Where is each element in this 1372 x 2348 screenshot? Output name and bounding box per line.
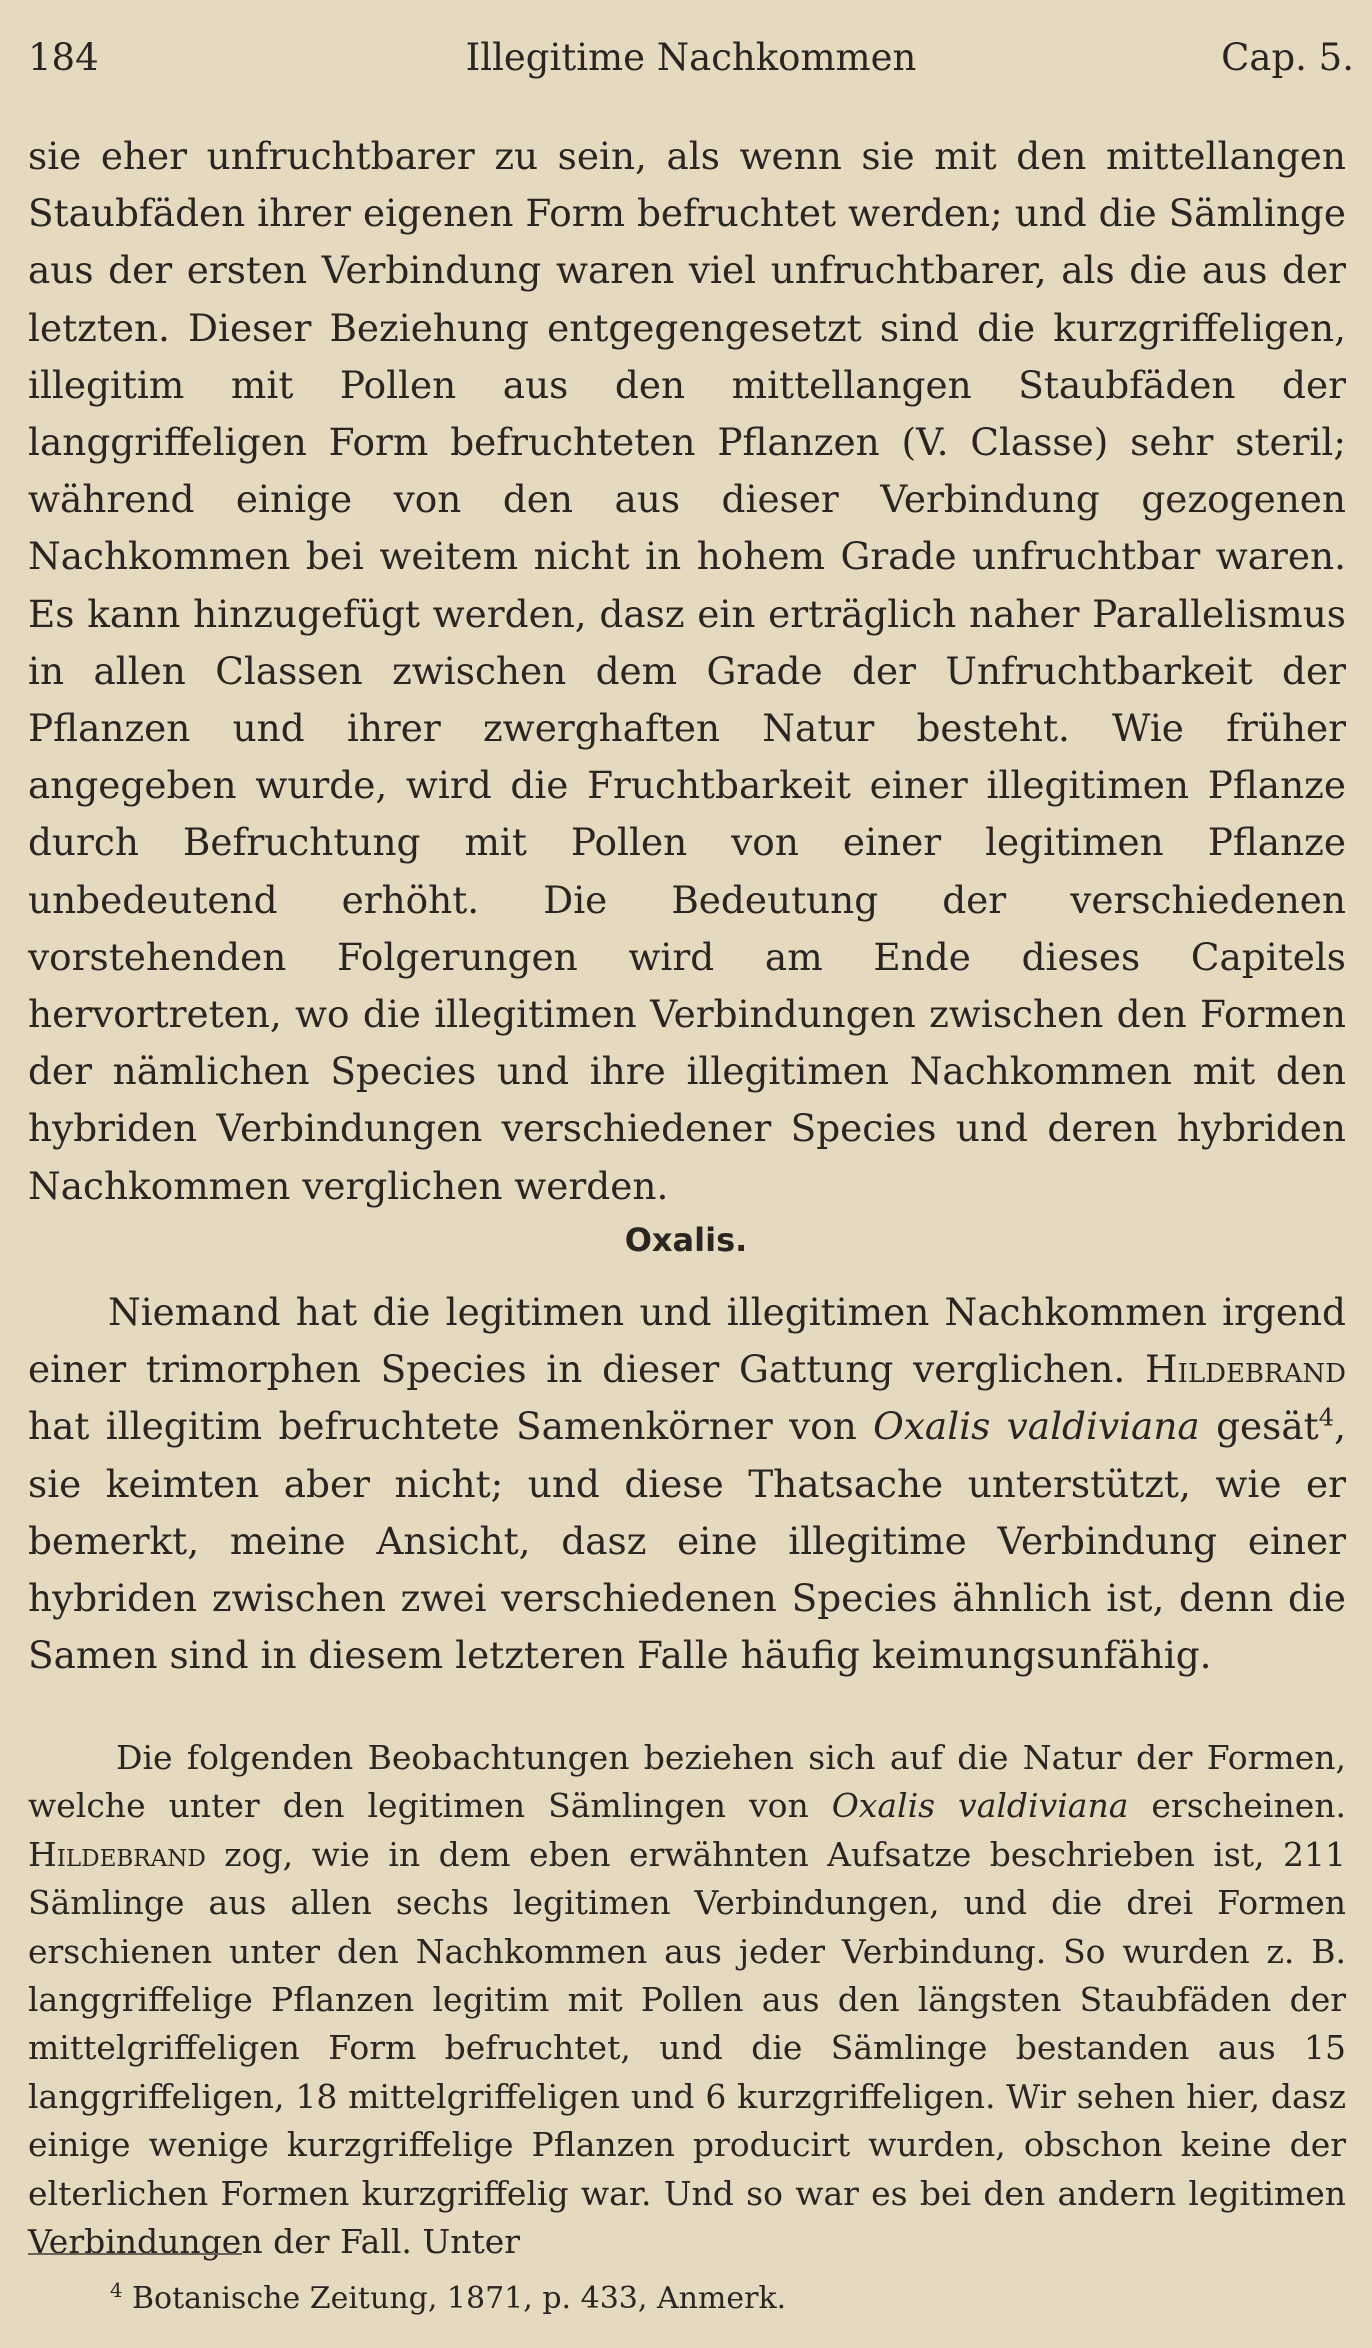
chapter-label: Cap. 5.	[1221, 36, 1354, 79]
paragraph-small-print	[28, 1734, 1346, 2266]
footnote-divider	[28, 2253, 242, 2255]
running-title: Illegitime Nachkommen	[465, 36, 917, 79]
text-run: hat illegitim befruchtete Samenkörner von	[28, 1404, 857, 1449]
text-run: Niemand hat die legitimen und illegitimen Nachkommen irgend einer trimorphen Species in dieser Gattung verglichen.	[28, 1290, 1346, 1392]
page-number: 184	[28, 36, 99, 79]
text-run: , sie keimten aber nicht; und diese Thatsache unterstützt, wie er bemerkt, meine Ansicht, dasz eine illegitime Verbindung einer hybriden zwischen zwei verschiedenen Species ähnlich ist, denn die Samen sind in diesem letzteren Falle häufig keimungsunfähig.	[28, 1404, 1347, 1678]
footnote	[110, 2276, 1310, 2322]
page-header	[28, 30, 1354, 86]
footnote-text: Botanische Zeitung, 1871, p. 433, Anmerk.	[131, 2281, 787, 2316]
text-run: erscheinen.	[1151, 1786, 1346, 1826]
text-run: zog, wie in dem eben erwähnten Aufsatze beschrieben ist, 211 Sämlinge aus allen sechs legitimen Verbindungen, und die drei Formen erschienen unter den Nachkommen aus jeder Verbindung. So wurden z. B. langgriffelige Pflanzen legitim mit Pollen aus den längsten Staubfäden der mittelgriffeligen Form befruchtet, und die Sämlinge bestanden aus 15 langgriffeligen, 18 mittelgriffeligen und 6 kurzgriffeligen. Wir sehen hier, dasz einige wenige kurzgriffelige Pflanzen producirt wurden, obschon keine der elterlichen Formen kurzgriffelig war. Und so war es bei den andern legitimen Verbindungen der Fall. Unter	[28, 1834, 1346, 2262]
species-name: Oxalis valdiviana	[831, 1786, 1129, 1826]
paragraph-oxalis-intro	[28, 1284, 1346, 1684]
species-name: Oxalis valdiviana	[873, 1404, 1200, 1449]
section-heading: Oxalis.	[624, 1221, 748, 1259]
footnote-marker: 4	[110, 2279, 123, 2302]
author-name: Hildebrand	[1144, 1347, 1346, 1392]
footnote-reference: 4	[1318, 1402, 1335, 1432]
text-run: Die folgenden Beobachtungen beziehen sich auf die Natur der Formen, welche unter den legitimen Sämlingen von	[28, 1738, 1346, 1826]
author-name: Hildebrand	[28, 1834, 206, 1874]
text-run: gesät	[1216, 1404, 1319, 1449]
paragraph-continued: sie eher unfruchtbarer zu sein, als wenn sie mit den mittellangen Staubfäden ihrer eigenen Form befruchtet werden; und die Sämlinge aus der ersten Verbindung waren viel unfruchtbarer, als die aus der letzten. Dieser Beziehung entgegengesetzt sind die kurzgriffeligen, illegitim mit Pollen aus den mittellangen Staubfäden der langgriffeligen Form befruchteten Pflanzen (V. Classe) sehr steril; während einige von den aus dieser Verbindung gezogenen Nachkommen bei weitem nicht in hohem Grade unfruchtbar waren. Es kann hinzugefügt werden, dasz ein erträglich naher Parallelismus in allen Classen zwischen dem Grade der Unfruchtbarkeit der Pflanzen und ihrer zwerghaften Natur besteht. Wie früher angegeben wurde, wird die Fruchtbarkeit einer illegitimen Pflanze durch Befruchtung mit Pollen von einer legitimen Pflanze unbedeutend erhöht. Die Bedeutung der verschiedenen vorstehenden Folgerungen wird am Ende dieses Capitels hervortreten, wo die illegitimen Verbindungen zwischen den Formen der nämlichen Species und ihre illegitimen Nachkommen mit den hybriden Verbindungen verschiedener Species und deren hybriden Nachkommen verglichen werden.	[28, 134, 1346, 1208]
